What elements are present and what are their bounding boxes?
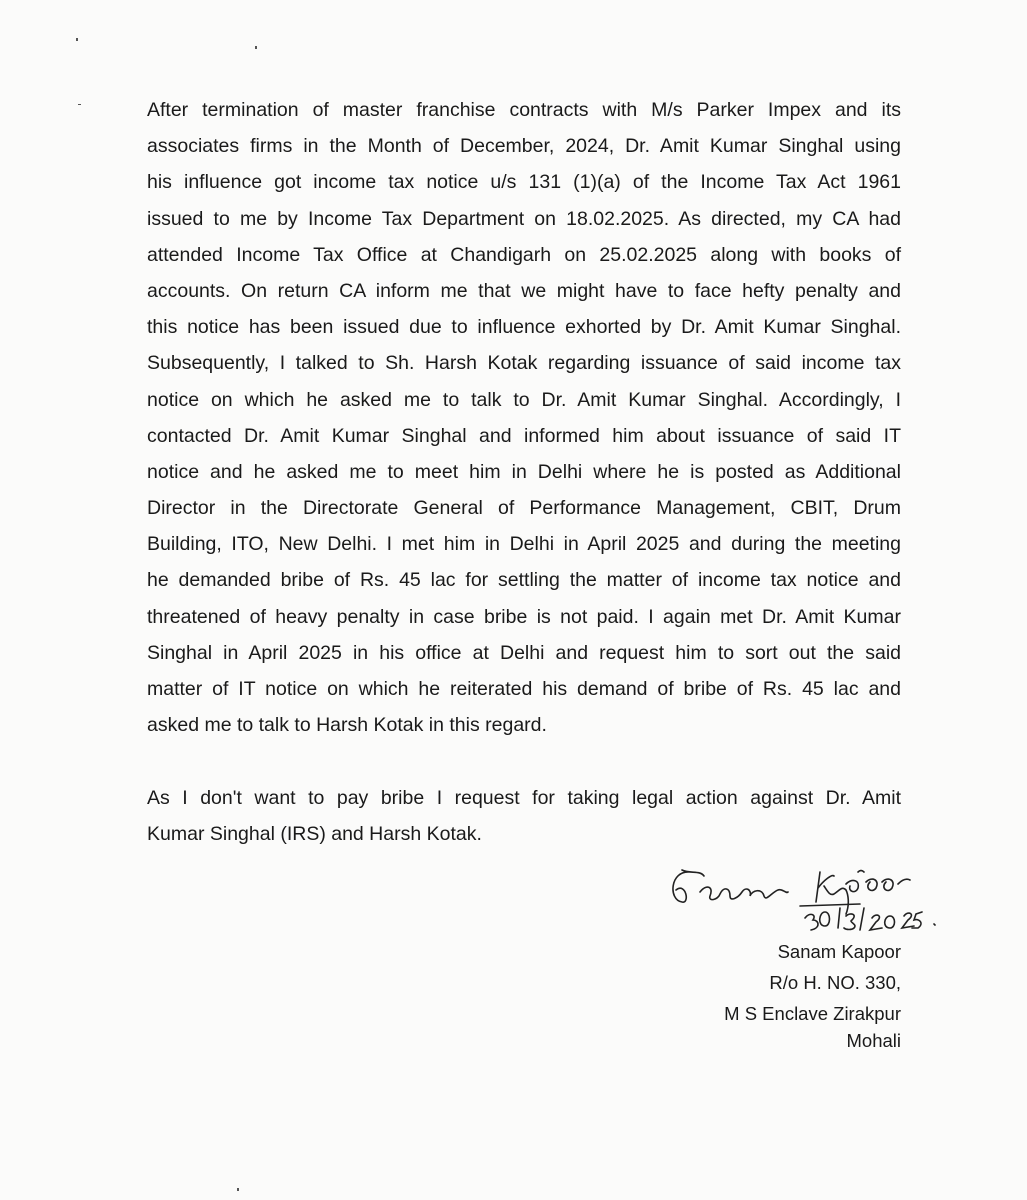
letter-line: contacted Dr. Amit Kumar Singhal and informed him about issuance of said IT bbox=[147, 424, 901, 447]
letter-line: threatened of heavy penalty in case bribe is not paid. I again met Dr. Amit Kumar bbox=[147, 605, 901, 628]
letter-paragraph-1 bbox=[147, 96, 901, 747]
letter-line: Director in the Directorate General of Performance Management, CBIT, Drum bbox=[147, 497, 901, 520]
letter-line: notice on which he asked me to talk to Dr. Amit Kumar Singhal. Accordingly, I bbox=[147, 388, 901, 411]
letter-line: matter of IT notice on which he reiterated his demand of bribe of Rs. 45 lac and bbox=[147, 678, 901, 700]
letter-line: his influence got income tax notice u/s 131 (1)(a) of the Income Tax Act 1961 bbox=[147, 171, 901, 194]
letter-line: issued to me by Income Tax Department on 18.02.2025. As directed, my CA had bbox=[147, 207, 901, 230]
scan-speck bbox=[255, 46, 257, 49]
letter-line: As I don't want to pay bribe I request for taking legal action against Dr. Amit bbox=[147, 787, 901, 809]
letter-line: After termination of master franchise contracts with M/s Parker Impex and its bbox=[147, 99, 901, 121]
letter-line: attended Income Tax Office at Chandigarh on 25.02.2025 along with books of bbox=[147, 243, 901, 266]
letter-line: Kumar Singhal (IRS) and Harsh Kotak. bbox=[147, 823, 482, 846]
letter-line: Subsequently, I talked to Sh. Harsh Kotak regarding issuance of said income tax bbox=[147, 352, 901, 375]
scan-speck bbox=[76, 38, 78, 41]
letter-paragraph-2 bbox=[147, 784, 901, 856]
letter-line: he demanded bribe of Rs. 45 lac for settling the matter of income tax notice and bbox=[147, 569, 901, 592]
sender-name: Sanam Kapoor bbox=[777, 941, 901, 962]
scan-speck bbox=[78, 104, 81, 105]
letter-line: asked me to talk to Harsh Kotak in this regard. bbox=[147, 714, 547, 737]
sender-address-line-1: R/o H. NO. 330, bbox=[769, 972, 901, 993]
sender-address-block bbox=[724, 936, 901, 1053]
handwritten-signature bbox=[660, 860, 970, 940]
letter-line: Singhal in April 2025 in his office at Delhi and request him to sort out the said bbox=[147, 641, 901, 664]
sender-address-line-3: Mohali bbox=[846, 1030, 901, 1051]
letter-line: Building, ITO, New Delhi. I met him in Delhi in April 2025 and during the meeting bbox=[147, 533, 901, 556]
scan-speck bbox=[237, 1188, 239, 1191]
letter-line: this notice has been issued due to influence exhorted by Dr. Amit Kumar Singhal. bbox=[147, 316, 901, 339]
sender-address-line-2: M S Enclave Zirakpur bbox=[724, 1003, 901, 1024]
letter-line: accounts. On return CA inform me that we might have to face hefty penalty and bbox=[147, 279, 901, 302]
letter-line: associates firms in the Month of December, 2024, Dr. Amit Kumar Singhal using bbox=[147, 135, 901, 158]
letter-line: notice and he asked me to meet him in Delhi where he is posted as Additional bbox=[147, 460, 901, 483]
